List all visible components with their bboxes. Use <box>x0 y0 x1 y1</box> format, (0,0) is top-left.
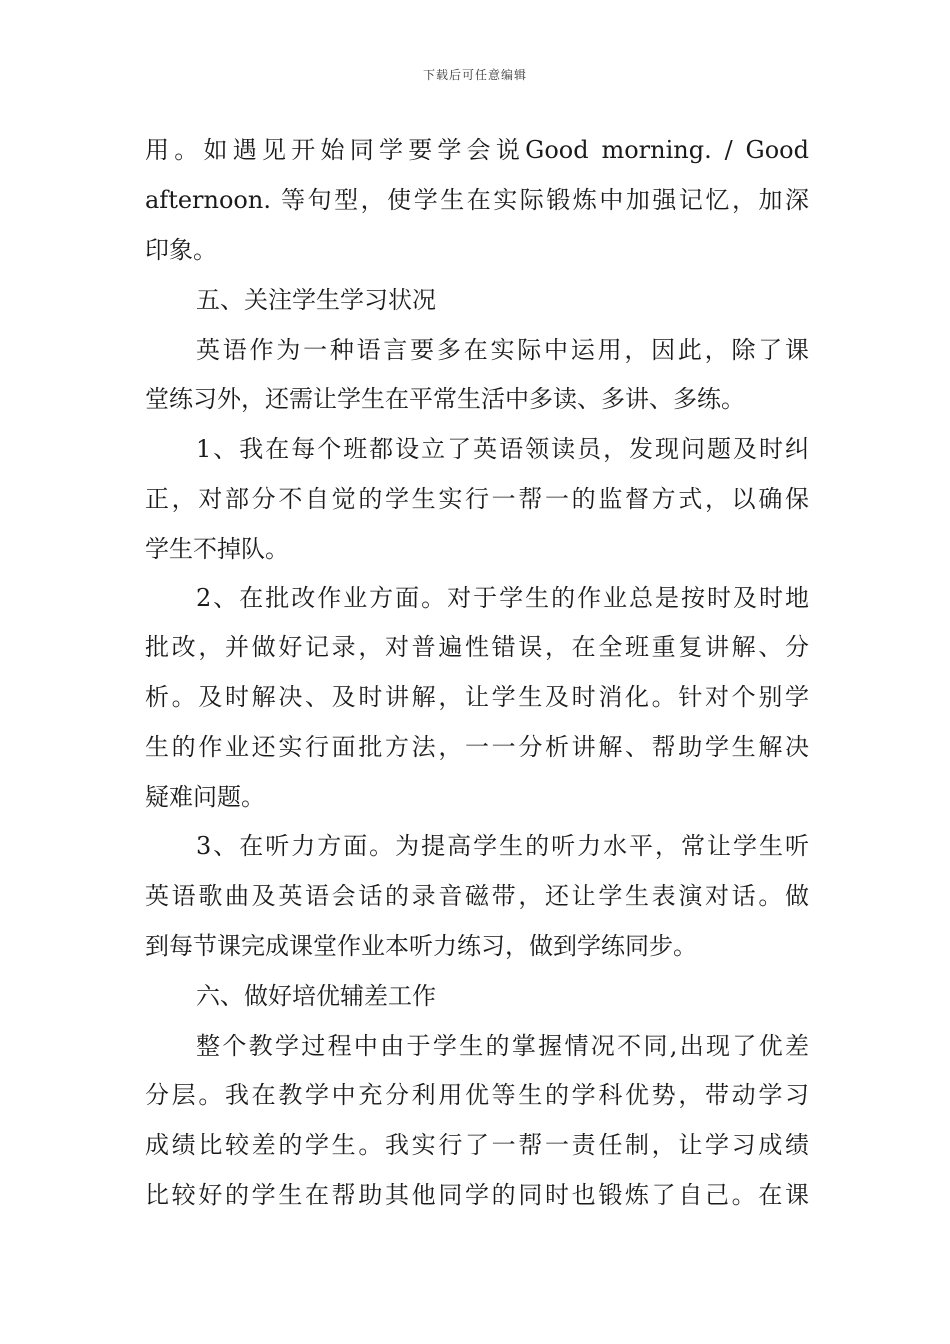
paragraph-line: 3、在听力方面。为提高学生的听力水平，常让学生听 <box>196 832 809 860</box>
paragraph-line: 成绩比较差的学生。我实行了一帮一责任制，让学习成绩 <box>145 1131 809 1159</box>
paragraph-line: 批改，并做好记录，对普遍性错误，在全班重复讲解、分 <box>145 633 809 661</box>
paragraph-line: 比较好的学生在帮助其他同学的同时也锻炼了自己。在课 <box>145 1181 809 1209</box>
paragraph-line: 分层。我在教学中充分利用优等生的学科优势，带动学习 <box>145 1081 809 1109</box>
paragraph-line: afternoon. 等句型，使学生在实际锻炼中加强记忆，加深 <box>145 186 809 214</box>
paragraph-line: 英语歌曲及英语会话的录音磁带，还让学生表演对话。做 <box>145 882 809 910</box>
page-header: 下载后可任意编辑 <box>422 68 527 82</box>
paragraph-line: 堂练习外，还需让学生在平常生活中多读、多讲、多练。 <box>145 385 745 413</box>
paragraph-line: 1、我在每个班都设立了英语领读员，发现问题及时纠 <box>196 435 809 463</box>
paragraph-line: 整个教学过程中由于学生的掌握情况不同,出现了优差 <box>196 1032 809 1060</box>
paragraph-line: 学生不掉队。 <box>145 535 289 563</box>
section-heading: 六、做好培优辅差工作 <box>196 982 436 1010</box>
paragraph-line: 析。及时解决、及时讲解，让学生及时消化。针对个别学 <box>145 683 809 711</box>
paragraph-line: 2、在批改作业方面。对于学生的作业总是按时及时地 <box>196 584 809 612</box>
paragraph-line: 到每节课完成课堂作业本听力练习，做到学练同步。 <box>145 932 697 960</box>
paragraph-line: 生的作业还实行面批方法，一一分析讲解、帮助学生解决 <box>145 733 809 761</box>
section-heading: 五、关注学生学习状况 <box>196 286 436 314</box>
paragraph-line: 英语作为一种语言要多在实际中运用，因此，除了课 <box>196 336 809 364</box>
paragraph-line: 印象。 <box>145 236 217 264</box>
paragraph-line: 用。如遇见开始同学要学会说Good morning. / Good <box>145 136 809 164</box>
paragraph-line: 疑难问题。 <box>145 783 265 811</box>
paragraph-line: 正，对部分不自觉的学生实行一帮一的监督方式，以确保 <box>145 485 809 513</box>
